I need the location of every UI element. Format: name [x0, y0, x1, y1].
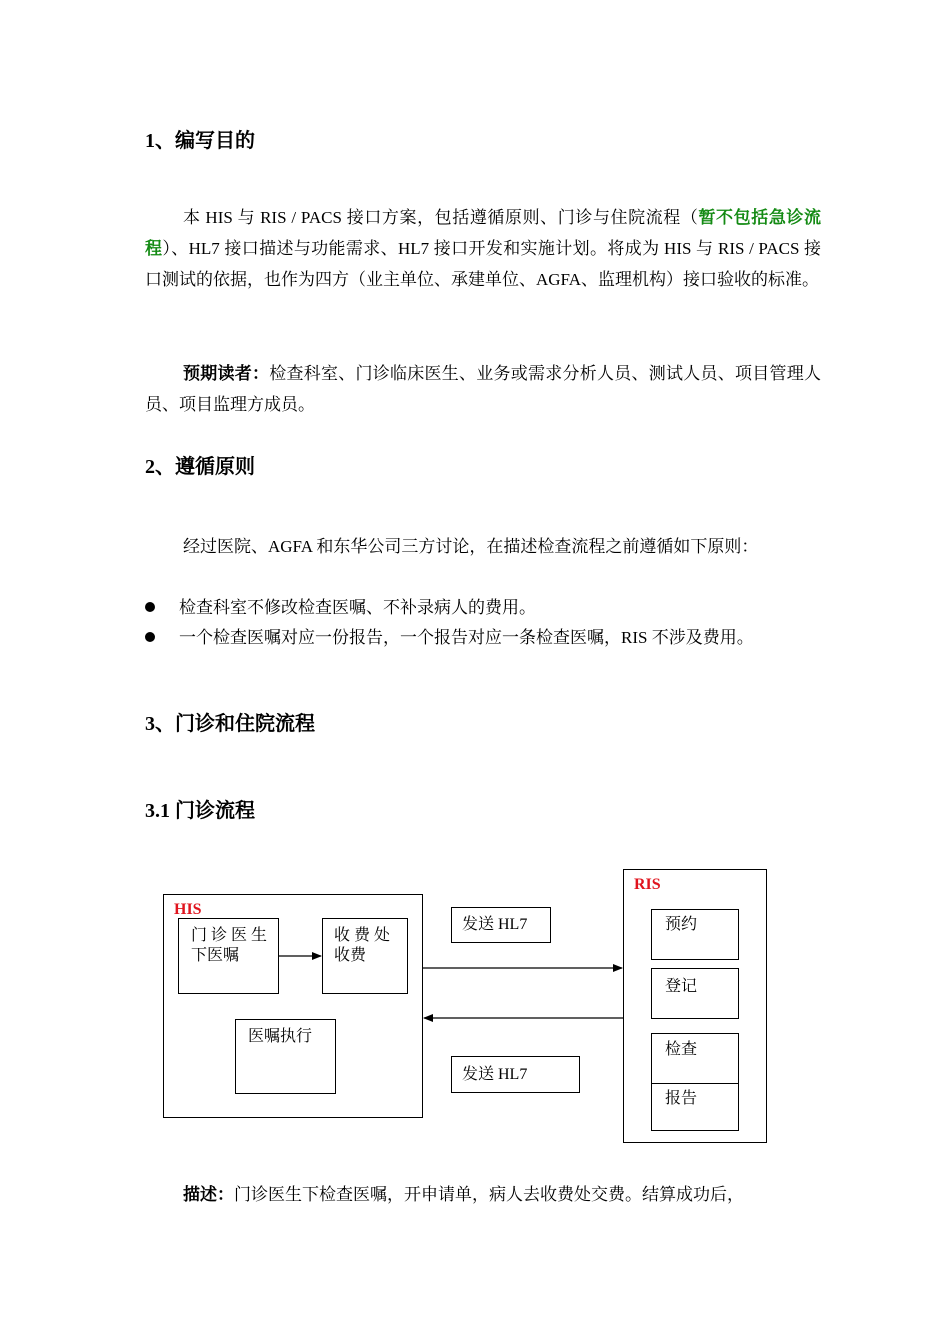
send-hl7-box-top: 发送 HL7 — [451, 907, 551, 943]
emergency-note: 暂不包括急诊流程 — [145, 208, 821, 258]
ris-item-report: 报告 — [651, 1083, 739, 1131]
charge-office-box: 收 费 处 收费 — [322, 918, 408, 994]
ris-item-exam: 检查 — [651, 1033, 739, 1084]
ris-item-registration: 登记 — [651, 968, 739, 1019]
section-3-1-title: 3.1 门诊流程 — [145, 800, 255, 822]
readers-label: 预期读者： — [183, 364, 270, 383]
section-3-title: 3、门诊和住院流程 — [145, 713, 315, 735]
ris-label: RIS — [634, 876, 661, 893]
section-2-title: 2、遵循原则 — [145, 456, 255, 478]
order-execution-box: 医嘱执行 — [235, 1019, 336, 1094]
paragraph-readers: 预期读者：检查科室、门诊临床医生、业务或需求分析人员、测试人员、项目管理人员、项目监理方成员。 — [145, 364, 821, 414]
paragraph-purpose: 本 HIS 与 RIS / PACS 接口方案，包括遵循原则、门诊与住院流程（暂不包括急诊流程）、HL7 接口描述与功能需求、HL7 接口开发和实施计划。将成为 HIS 与 RIS / PACS 接口测试的依据，也作为四方（业主单位、承建单位、AGFA、监理机构）接口验收的标准。 — [145, 208, 822, 289]
section-1-title: 1、编写目的 — [145, 130, 255, 152]
description-label: 描述： — [183, 1185, 234, 1204]
doctor-order-box: 门 诊 医 生 下医嘱 — [178, 918, 279, 994]
his-label: HIS — [174, 901, 202, 918]
paragraph-description: 描述：门诊医生下检查医嘱，开申请单，病人去收费处交费。结算成功后， — [183, 1185, 744, 1204]
ris-item-appointment: 预约 — [651, 909, 739, 960]
send-hl7-box-bottom: 发送 HL7 — [451, 1056, 580, 1093]
paragraph-principles: 经过医院、AGFA 和东华公司三方讨论，在描述检查流程之前遵循如下原则： — [183, 537, 759, 556]
